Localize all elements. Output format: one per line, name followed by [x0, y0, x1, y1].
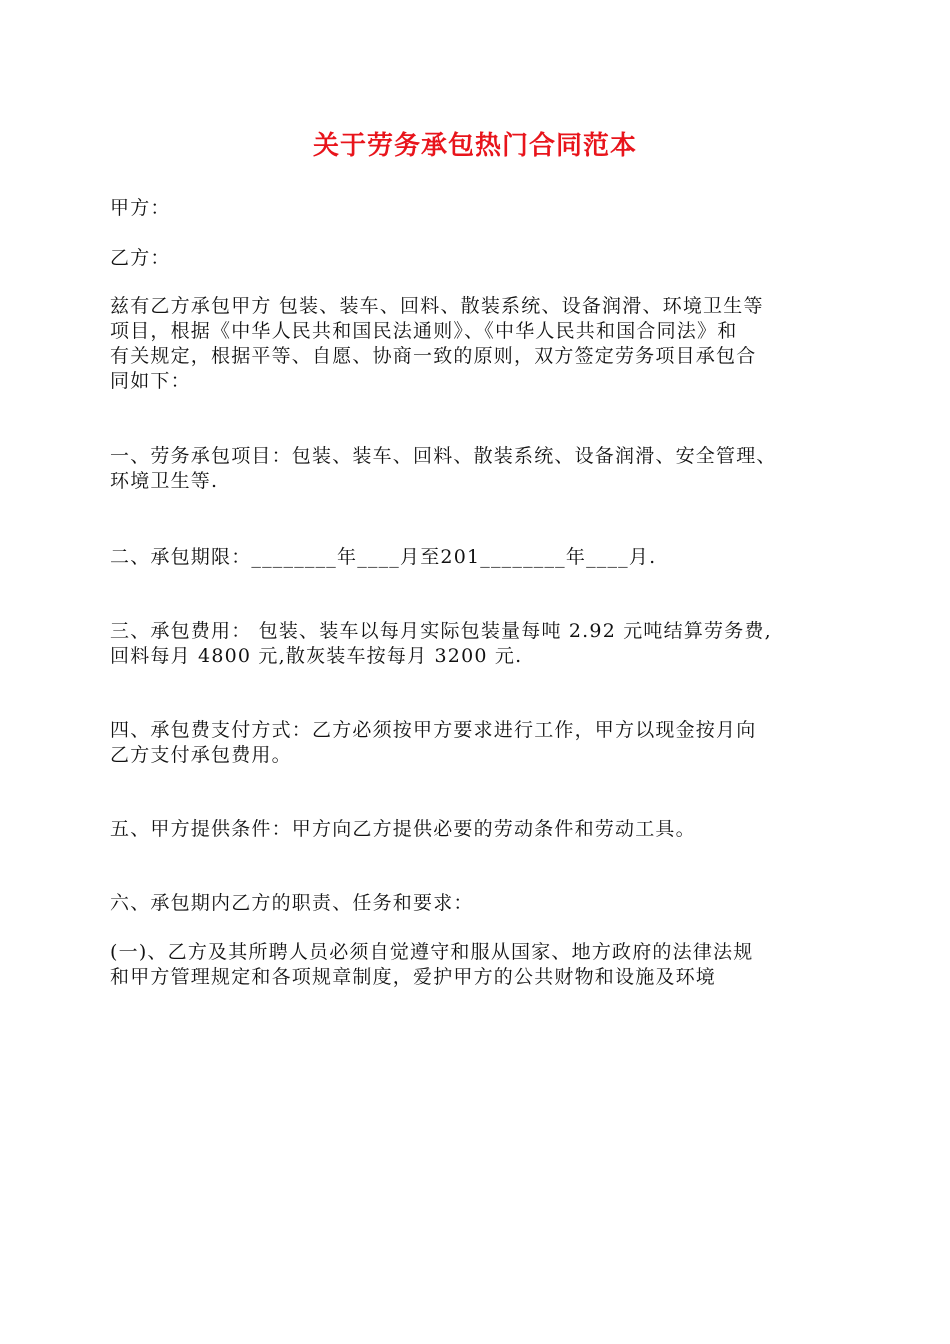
- text-line: 项目，根据《中华人民共和国民法通则》、《中华人民共和国合同法》和: [110, 320, 738, 342]
- text-line: 三、承包费用： 包装、装车以每月实际包装量每吨 2.92 元吨结算劳务费,: [110, 620, 772, 642]
- section-1-paragraph: [110, 444, 870, 494]
- text-line: (一)、乙方及其所聘人员必须自觉遵守和服从国家、地方政府的法律法规: [110, 941, 754, 963]
- section-2-paragraph: [110, 545, 870, 570]
- text-line: 兹有乙方承包甲方 包装、装车、回料、散装系统、设备润滑、环境卫生等: [110, 295, 764, 317]
- document-title: 关于劳务承包热门合同范本: [312, 131, 637, 161]
- text-line: 乙方支付承包费用。: [110, 744, 292, 766]
- text-line: 环境卫生等.: [110, 470, 219, 492]
- text-line: 有关规定，根据平等、自愿、协商一致的原则，双方签定劳务项目承包合: [110, 345, 757, 367]
- text-line: 和甲方管理规定和各项规章制度，爱护甲方的公共财物和设施及环境: [110, 966, 717, 988]
- text-line: 六、承包期内乙方的职责、任务和要求：: [110, 892, 474, 914]
- section-6-item-1-paragraph: [110, 940, 870, 990]
- section-6-paragraph: [110, 891, 870, 916]
- text-line: 回料每月 4800 元,散灰装车按每月 3200 元.: [110, 645, 523, 667]
- party-b-line: 乙方：: [110, 247, 171, 269]
- text-line: 四、承包费支付方式：乙方必须按甲方要求进行工作，甲方以现金按月向: [110, 719, 757, 741]
- section-5-paragraph: [110, 817, 870, 842]
- section-3-paragraph: [110, 619, 870, 669]
- text-line: 一、劳务承包项目：包装、装车、回料、散装系统、设备润滑、安全管理、: [110, 445, 777, 467]
- text-line: 五、甲方提供条件：甲方向乙方提供必要的劳动条件和劳动工具。: [110, 818, 696, 840]
- section-4-paragraph: [110, 718, 870, 768]
- text-line: 二、承包期限：________年____月至201________年____月.: [110, 546, 657, 568]
- party-a-line: 甲方：: [110, 197, 171, 219]
- intro-paragraph: [110, 294, 870, 394]
- text-line: 同如下：: [110, 370, 191, 392]
